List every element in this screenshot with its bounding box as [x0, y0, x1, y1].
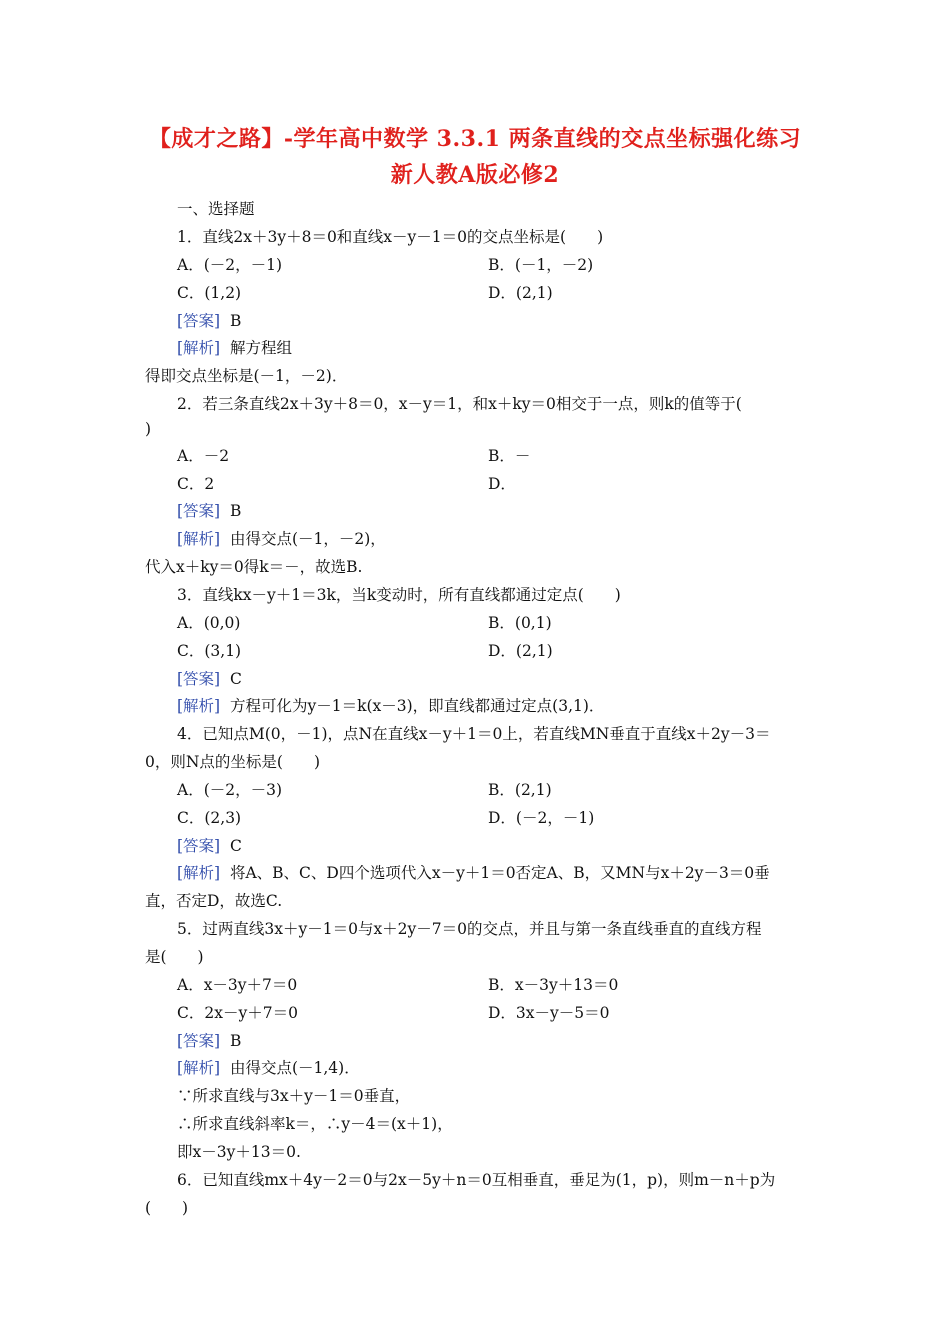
q3-option-b: B．(0,1) — [488, 614, 552, 632]
q5-option-a: A．x－3y＋7＝0 — [177, 976, 298, 994]
q2-option-c: C．2 — [177, 475, 215, 493]
q5-analysis-line-3: 即x－3y＋13＝0. — [177, 1143, 301, 1161]
q5-answer — [177, 1031, 241, 1051]
q5-stem-line-1: 5．过两直线3x＋y－1＝0与x＋2y－7＝0的交点，并且与第一条直线垂直的直线方程 — [177, 920, 762, 938]
analysis-label: [解析] — [177, 1059, 221, 1077]
q5-answer-value: B — [229, 1032, 242, 1050]
analysis-label: [解析] — [177, 697, 221, 715]
q5-analysis-line-1: ∵所求直线与3x＋y－1＝0垂直， — [177, 1087, 411, 1105]
q4-answer — [177, 836, 242, 856]
q1-option-c: C．(1,2) — [177, 284, 242, 302]
q1-option-b: B．(－1，－2) — [488, 256, 594, 274]
analysis-label: [解析] — [177, 864, 221, 882]
q2-option-d: D． — [488, 475, 516, 493]
q3-option-a: A．(0,0) — [177, 614, 241, 632]
analysis-label: [解析] — [177, 530, 221, 548]
q1-answer — [177, 311, 241, 331]
q5-stem-line-2: 是( ) — [145, 948, 204, 966]
q3-analysis — [177, 696, 604, 716]
q2-analysis-text: 由得交点(－1，－2)， — [229, 530, 386, 548]
q3-answer-value: C — [229, 670, 242, 688]
q6-stem-line-2: ( ) — [145, 1199, 189, 1217]
q4-analysis-continued: 直，否定D，故选C. — [145, 892, 283, 910]
q5-analysis — [177, 1058, 360, 1078]
q1-analysis-text: 解方程组 — [229, 339, 292, 357]
q4-stem-line-1: 4．已知点M(0，－1)，点N在直线x－y＋1＝0上，若直线MN垂直于直线x＋2y－3＝ — [177, 725, 771, 743]
q4-option-a: A．(－2，－3) — [177, 781, 283, 799]
q1-option-a: A．(－2，－1) — [177, 256, 283, 274]
q4-stem-line-2: 0，则N点的坐标是( ) — [145, 753, 321, 771]
q1-analysis — [177, 338, 292, 358]
q5-analysis-line-2: ∴所求直线斜率k＝，∴y－4＝(x＋1)， — [177, 1115, 453, 1133]
q2-answer-value: B — [229, 502, 242, 520]
q2-option-b: B．－ — [488, 447, 531, 465]
answer-label: [答案] — [177, 837, 221, 855]
q5-analysis-text: 由得交点(－1,4)． — [229, 1059, 360, 1077]
q4-option-c: C．(2,3) — [177, 809, 242, 827]
answer-label: [答案] — [177, 502, 221, 520]
q6-stem-line-1: 6．已知直线mx＋4y－2＝0与2x－5y＋n＝0互相垂直，垂足为(1，p)，则m－n＋p为 — [177, 1171, 776, 1189]
q4-analysis-text: 将A、B、C、D四个选项代入x－y＋1＝0否定A、B，又MN与x＋2y－3＝0垂 — [229, 864, 770, 882]
q1-option-d: D．(2,1) — [488, 284, 553, 302]
q1-stem: 1．直线2x＋3y＋8＝0和直线x－y－1＝0的交点坐标是( ) — [177, 228, 604, 246]
q2-answer — [177, 501, 241, 521]
q5-option-b: B．x－3y＋13＝0 — [488, 976, 619, 994]
document-title-line-1: 【成才之路】-学年高中数学 3.3.1 两条直线的交点坐标强化练习 — [148, 126, 802, 152]
answer-label: [答案] — [177, 312, 221, 330]
q5-option-d: D．3x－y－5＝0 — [488, 1004, 610, 1022]
document-title-line-2: 新人教A版必修2 — [390, 162, 560, 188]
q4-option-b: B．(2,1) — [488, 781, 552, 799]
q5-option-c: C．2x－y＋7＝0 — [177, 1004, 298, 1022]
q3-analysis-text: 方程可化为y－1＝k(x－3)，即直线都通过定点(3,1)． — [229, 697, 605, 715]
q2-analysis — [177, 529, 386, 549]
q4-option-d: D．(－2，－1) — [488, 809, 595, 827]
q4-analysis — [177, 863, 770, 883]
q3-stem: 3．直线kx－y＋1＝3k，当k变动时，所有直线都通过定点( ) — [177, 586, 621, 604]
answer-label: [答案] — [177, 670, 221, 688]
q3-option-d: D．(2,1) — [488, 642, 553, 660]
q2-stem-line-1: 2．若三条直线2x＋3y＋8＝0，x－y＝1，和x＋ky＝0相交于一点，则k的值等于( — [177, 395, 742, 413]
q3-option-c: C．(3,1) — [177, 642, 242, 660]
q1-analysis-continued: 得即交点坐标是(－1，－2)． — [145, 367, 348, 385]
section-heading: 一、选择题 — [177, 200, 255, 218]
q2-analysis-continued: 代入x＋ky＝0得k＝－，故选B. — [145, 558, 363, 576]
q1-answer-value: B — [229, 312, 242, 330]
q2-option-a: A．－2 — [177, 447, 230, 465]
analysis-label: [解析] — [177, 339, 221, 357]
q2-stem-line-2: ) — [145, 420, 152, 438]
answer-label: [答案] — [177, 1032, 221, 1050]
q4-answer-value: C — [229, 837, 242, 855]
q3-answer — [177, 669, 242, 689]
